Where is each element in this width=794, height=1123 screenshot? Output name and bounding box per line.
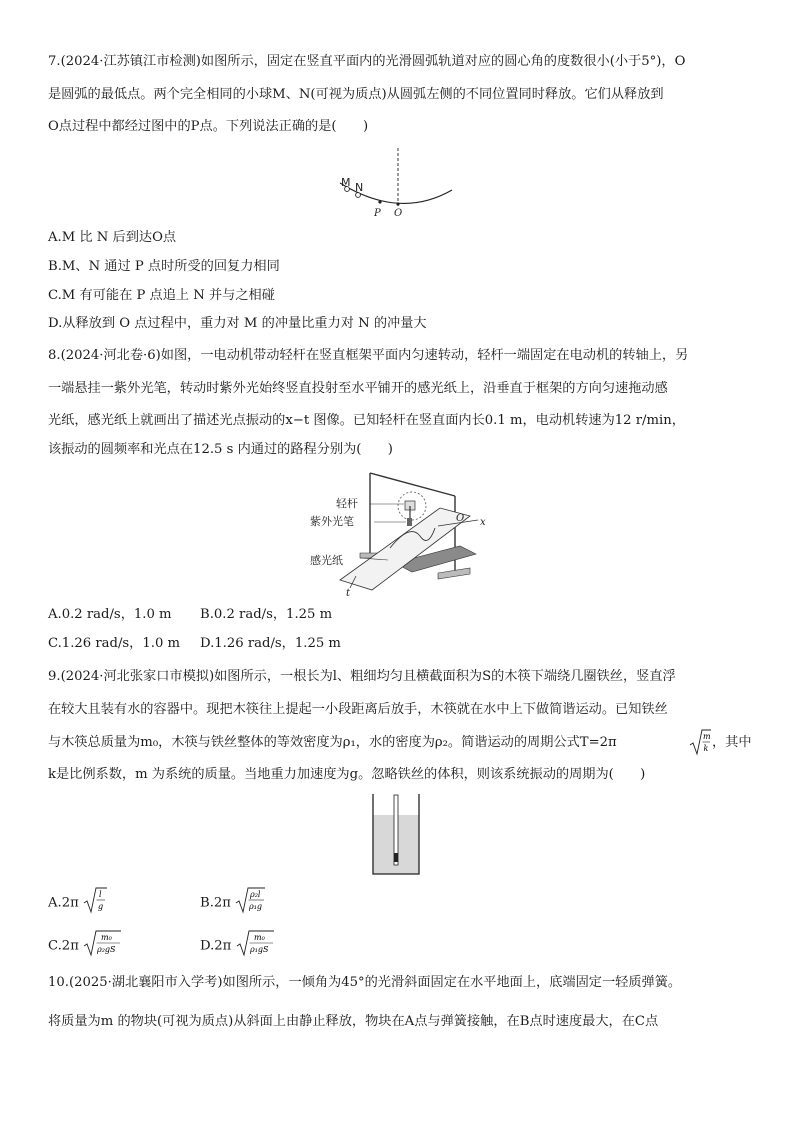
q9-container-figure <box>368 790 424 878</box>
q9-option-d <box>200 935 274 957</box>
q9-line-3: 与木筷总质量为m₀，木筷与铁丝整体的等效密度为ρ₁，水的密度为ρ₂。简谐运动的周期公式T=2π <box>48 735 617 750</box>
q9-option-c <box>48 935 121 957</box>
option-b-radical <box>235 886 265 914</box>
q10-line-1: 10.(2025·湖北襄阳市入学考)如图所示，一倾角为45°的光滑斜面固定在水平地面上，底端固定一轻质弹簧。 <box>48 975 682 990</box>
svg-text:m₀: m₀ <box>101 933 112 942</box>
q8-line-1: 8.(2024·河北卷·6)如图，一电动机带动轻杆在竖直框架平面内匀速转动，轻杆一端固定在电动机的转轴上，另 <box>48 348 689 363</box>
formula-k: k <box>703 744 709 753</box>
point-p-dot <box>378 200 381 203</box>
radical-sign <box>689 728 711 756</box>
label-m: M <box>341 176 351 189</box>
label-rod: 轻杆 <box>336 497 358 510</box>
label-paper: 感光纸 <box>310 554 343 567</box>
q8-line-4: 该振动的圆频率和光点在12.5 s 内通过的路程分别为( ) <box>48 442 393 457</box>
q7-line-3: O点过程中都经过图中的P点。下列说法正确的是( ) <box>48 119 369 134</box>
label-pen: 紫外光笔 <box>310 515 354 528</box>
q8-line-3: 光纸，感光纸上就画出了描述光点振动的x−t 图像。已知轻杆在竖直面内长0.1 m，电动机转速为12 r/min， <box>48 413 685 428</box>
q7-option-b: B.M、N 通过 P 点时所受的回复力相同 <box>48 259 280 274</box>
q7-line-2: 是圆弧的最低点。两个完全相同的小球M、N(可视为质点)从圆弧左侧的不同位置同时释放。它们从释放到 <box>48 87 664 102</box>
q7-option-a: A.M 比 N 后到达O点 <box>48 230 177 245</box>
option-c-radical <box>83 929 121 957</box>
q8-option-d: D.1.26 rad/s，1.25 m <box>200 636 341 651</box>
svg-text:l: l <box>98 890 102 899</box>
q8-apparatus-figure <box>300 468 500 600</box>
q7-option-d: D.从释放到 O 点过程中，重力对 M 的冲量比重力对 N 的冲量大 <box>48 316 427 331</box>
point-o-dot <box>396 202 399 205</box>
label-n: N <box>355 181 364 194</box>
q8-option-c: C.1.26 rad/s，1.0 m <box>48 636 181 651</box>
formula-m: m <box>703 732 711 741</box>
option-d-label: D.2π <box>200 938 232 954</box>
iron-wire <box>394 853 398 862</box>
q9-option-b <box>200 892 265 914</box>
q10-line-2: 将质量为m 的物块(可视为质点)从斜面上由静止释放，物块在A点与弹簧接触，在B点时速度最大，在C点 <box>48 1014 659 1029</box>
option-a-radical <box>83 886 107 914</box>
q9-line-3-tail: ，其中 <box>712 735 752 750</box>
option-c-label: C.2π <box>48 938 79 954</box>
svg-text:ρ₁gS: ρ₁gS <box>249 945 269 954</box>
q9-period-formula-radical <box>689 728 711 760</box>
q9-option-a <box>48 892 107 914</box>
q8-option-a: A.0.2 rad/s，1.0 m <box>48 607 172 622</box>
q7-arc-figure <box>330 145 460 223</box>
q7-option-c: C.M 有可能在 P 点追上 N 并与之相碰 <box>48 288 275 303</box>
svg-text:m₀: m₀ <box>253 933 265 942</box>
q8-line-2: 一端悬挂一紫外光笔，转动时紫外光始终竖直投射至水平铺开的感光纸上，沿垂直于框架的方向匀速拖动感 <box>48 381 668 396</box>
label-p: P <box>374 208 381 219</box>
label-t: t <box>346 588 351 599</box>
svg-text:ρ₁g: ρ₁g <box>249 902 263 911</box>
label-o: O <box>456 513 465 524</box>
option-b-label: B.2π <box>200 895 231 911</box>
q8-option-b: B.0.2 rad/s，1.25 m <box>200 607 333 622</box>
label-o: O <box>394 208 403 219</box>
option-a-label: A.2π <box>48 895 79 911</box>
label-x: x <box>480 517 486 528</box>
svg-text:ρ₂gS: ρ₂gS <box>97 945 116 954</box>
option-d-radical <box>236 929 274 957</box>
q9-line-4: k是比例系数，m 为系统的质量。当地重力加速度为g。忽略铁丝的体积，则该系统振动的周期为( ) <box>48 767 646 782</box>
svg-text:g: g <box>97 902 104 911</box>
q9-line-2: 在较大且装有水的容器中。现把木筷往上提起一小段距离后放手，木筷就在水中上下做简谐运动。已知铁丝 <box>48 702 668 717</box>
q7-line-1: 7.(2024·江苏镇江市检测)如图所示，固定在竖直平面内的光滑圆弧轨道对应的圆心角的度数很小(小于5°)，O <box>48 54 686 69</box>
q9-line-1: 9.(2024·河北张家口市模拟)如图所示，一根长为l、粗细均匀且横截面积为S的木筷下端绕几圈铁丝，竖直浮 <box>48 669 676 684</box>
svg-text:ρ₂l: ρ₂l <box>250 890 261 899</box>
